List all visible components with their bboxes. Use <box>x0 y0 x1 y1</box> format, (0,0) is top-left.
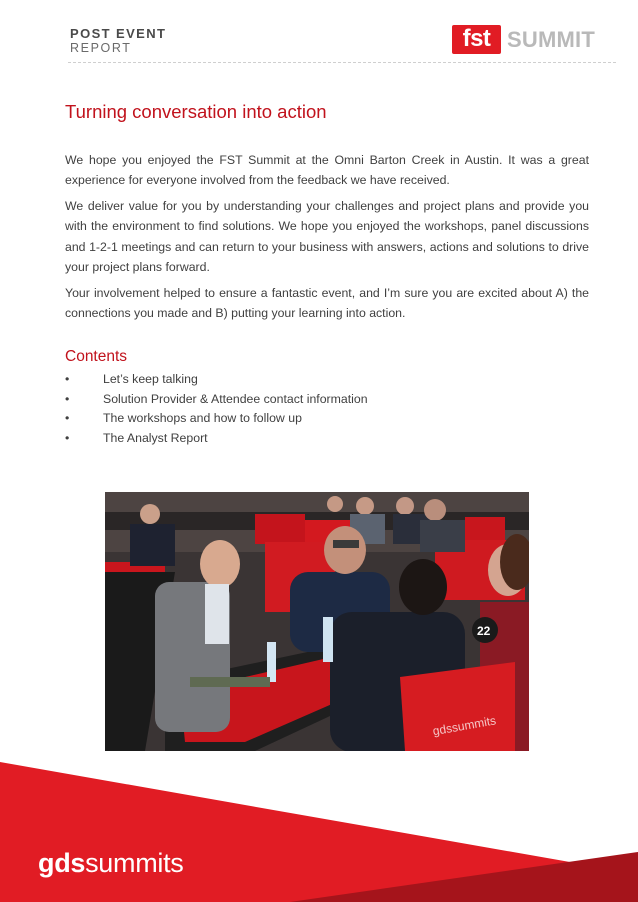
involvement-paragraph: Your involvement helped to ensure a fantastic event, and I’m sure you are excited about A) the connections you made and B) putting your learning into action. <box>65 286 589 321</box>
contents-item-text: Let’s keep talking <box>103 372 198 386</box>
summit-logo-word: SUMMIT <box>507 27 595 52</box>
header-divider <box>68 62 616 63</box>
bullet-icon: • <box>65 391 70 406</box>
gds-logo-bold: gds <box>38 848 86 878</box>
gds-logo-light: summits <box>85 848 184 878</box>
bullet-icon: • <box>65 411 70 426</box>
contents-item-text: Solution Provider & Attendee contact information <box>103 391 368 406</box>
gds-summits-logo <box>38 848 184 879</box>
event-photo-illustration <box>105 492 529 751</box>
bullet-icon: • <box>65 372 70 386</box>
page-header <box>0 0 638 70</box>
value-paragraph: We deliver value for you by understanding your challenges and project plans and provide you with the environment to find solutions. We hope you enjoyed the workshops, panel discussions and 1-2-1 meetings and can return to your business with answers, actions and solutions to drive your project plans forward. <box>65 199 589 274</box>
table-number-text: 22 <box>477 624 491 638</box>
bullet-icon: • <box>65 430 70 445</box>
intro-paragraph: We hope you enjoyed the FST Summit at the Omni Barton Creek in Austin. It was a great experience for everyone involved from the feedback we have received. <box>65 153 589 188</box>
event-photo <box>105 492 529 751</box>
contents-item-text: The workshops and how to follow up <box>103 411 302 426</box>
contents-heading: Contents <box>65 348 128 365</box>
chair-branding-text: gdssummits <box>431 713 498 739</box>
report-type-label: POST EVENT <box>70 26 167 41</box>
contents-item-text: The Analyst Report <box>103 430 208 445</box>
fst-logo-mark: fst <box>452 25 501 54</box>
page-title: Turning conversation into action <box>65 101 327 122</box>
footer-banner <box>0 750 638 902</box>
report-subtype-label: REPORT <box>70 41 132 55</box>
